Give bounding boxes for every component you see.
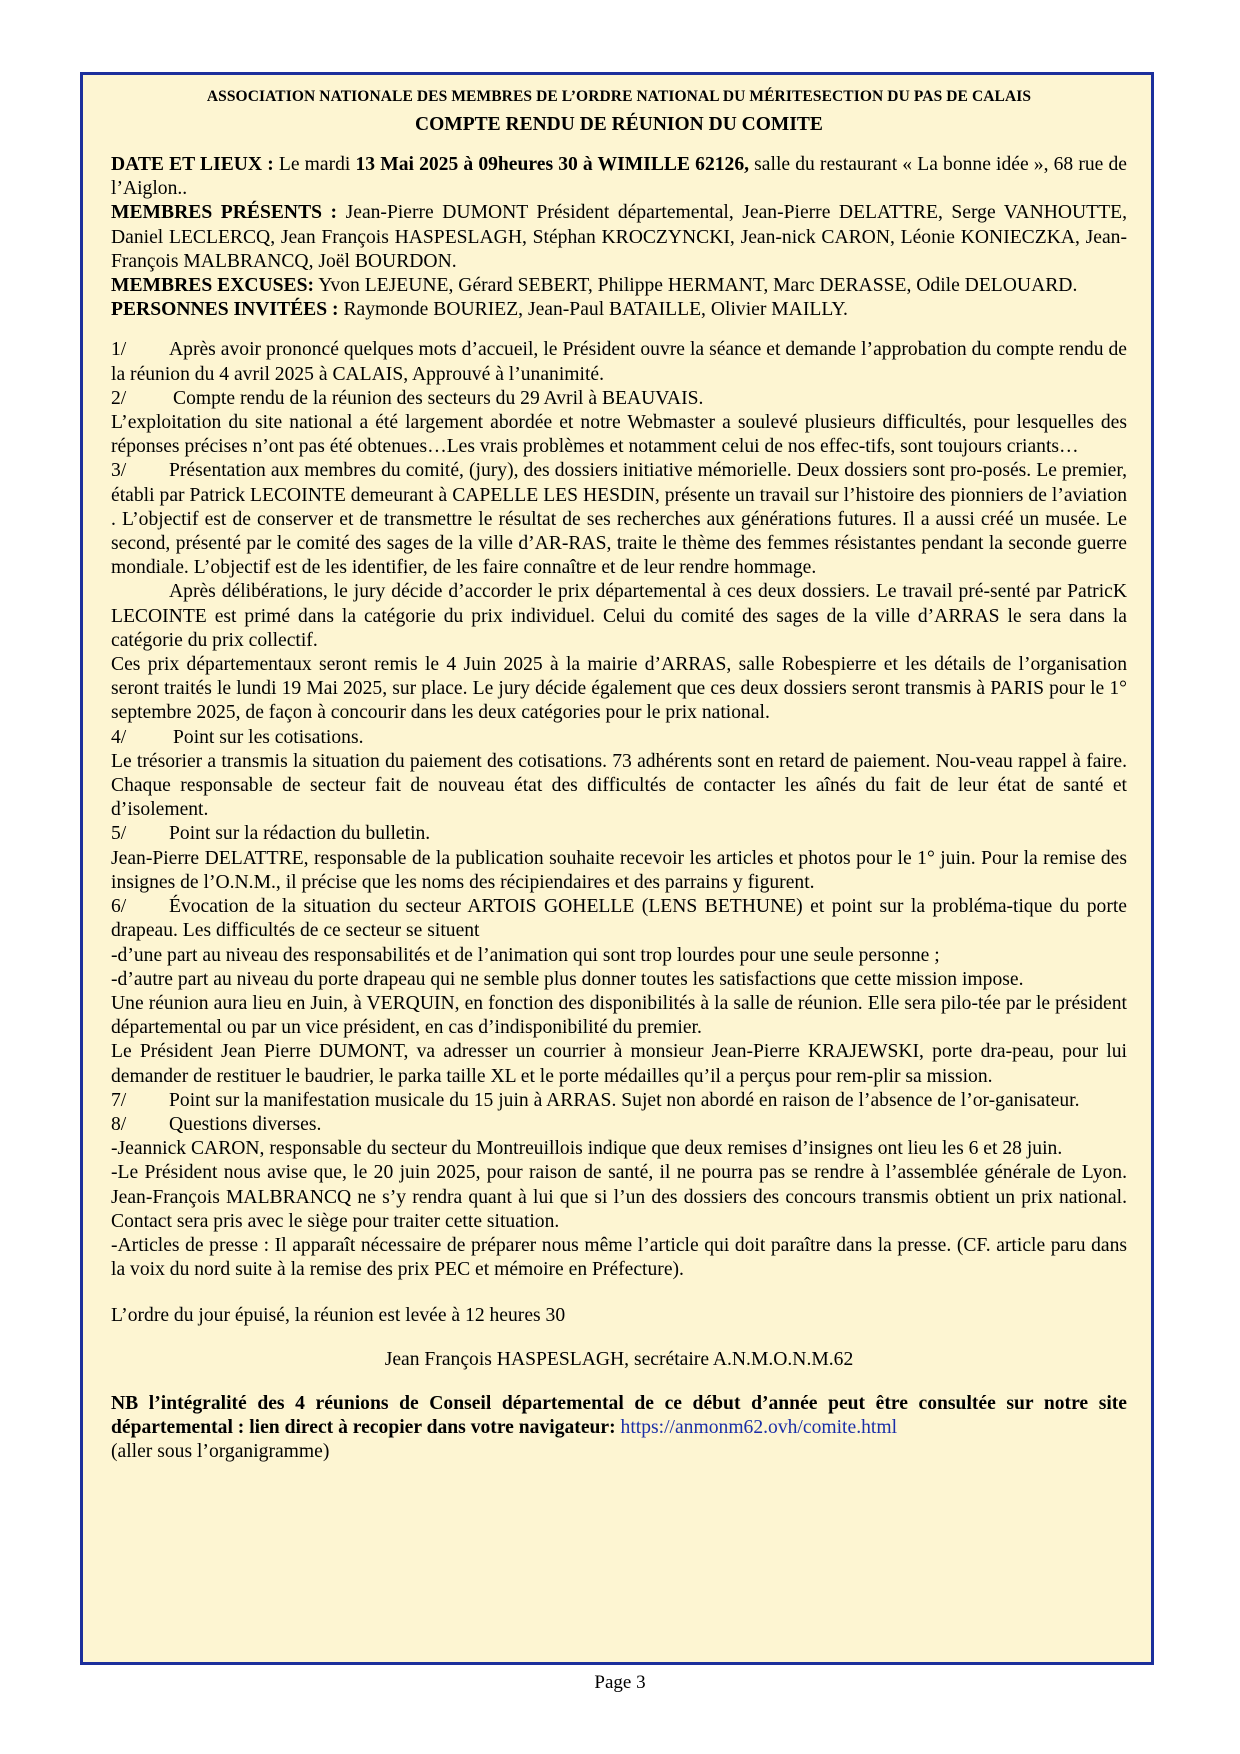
members-present xyxy=(111,201,1127,274)
nb-note xyxy=(111,1392,1127,1465)
nb-text: NB l’intégralité des 4 réunions de Conseil départemental de ce début d’année peut être consultée sur notre site départemental : lien direct à recopier dans votre navigateur: xyxy=(111,1392,1127,1439)
date-bold: 13 Mai 2025 à 09heures 30 à WIMILLE 62126, xyxy=(355,154,750,175)
item-8-paragraph-1: -Jeannick CARON, responsable du secteur du Montreuillois indique que deux remises d’insignes ont lieu les 6 et 28 juin. xyxy=(111,1138,1063,1160)
item-2-paragraph-1: L’exploitation du site national a été largement abordée et notre Webmaster a soulevé plusieurs difficultés, pour lesquelles des réponses précises n’ont pas été obtenues…Les vrais problèmes et notamment celui de nos effec-tifs, sont toujours criants… xyxy=(111,412,1127,458)
item-3-paragraph-2: Ces prix départementaux seront remis le 4 Juin 2025 à la mairie d’ARRAS, salle Robespierre et les détails de l’organisation seront traités le lundi 19 Mai 2025, sur place. Le jury décide également que ces deux dossiers seront transmis à PARIS pour le 1° septembre 2025, de façon à concourir dans les deux catégories pour le prix national. xyxy=(111,654,1127,724)
item-8-text: Questions diverses. xyxy=(169,1113,322,1135)
nb-after: (aller sous l’organigramme) xyxy=(111,1441,330,1463)
item-5-paragraph-1: Jean-Pierre DELATTRE, responsable de la publication souhaite recevoir les articles et photos pour le 1° juin. Pour la remise des insignes de l’O.N.M., il précise que les noms des récipiendaires et des parrains y figurent. xyxy=(111,847,1127,893)
item-1-text: Après avoir prononcé quelques mots d’accueil, le Président ouvre la séance et demande l’approbation du compte rendu de la réunion du 4 avril 2025 à CALAIS, Approuvé à l’unanimité. xyxy=(111,339,1127,385)
item-7-text: Point sur la manifestation musicale du 15 juin à ARRAS. Sujet non abordé en raison de l’absence de l’or-ganisateur. xyxy=(169,1089,1080,1111)
agenda-items xyxy=(111,338,1127,1282)
item-1 xyxy=(111,338,1127,386)
date-post: salle du restaurant « La bonne idée », 68 rue de l’Aiglon.. xyxy=(111,154,1127,200)
secretary-signature: Jean François HASPESLAGH, secrétaire A.N.M.O.N.M.62 xyxy=(384,1349,854,1371)
item-4-paragraph-1: Le trésorier a transmis la situation du paiement des cotisations. 73 adhérents sont en retard de paiement. Nou-veau rappel à faire. Chaque responsable de secteur fait de nouveau état des difficultés de contacter les aînés du fait de leur état de santé et d’isolement. xyxy=(111,750,1127,821)
item-8-paragraph-2: -Le Président nous avise que, le 20 juin 2025, pour raison de santé, il ne pourra pas se rendre à l’assemblée générale de Lyon. Jean-François MALBRANCQ ne s’y rendra quant à lui que si l’un des dossiers des concours transmis obtient un prix national. Contact sera pris avec le siège pour traiter cette situation. xyxy=(111,1162,1127,1232)
item-3-text: Présentation aux membres du comité, (jury), des dossiers initiative mémorielle. Deux dossiers sont pro-posés. Le premier, établi par Patrick LECOINTE demeurant à CAPELLE LES HESDIN, présente un travail sur l’histoire des pionniers de l’aviation . L’objectif est de conserver et de transmettre le résultat de ses recherches aux générations futures. Il a aussi créé un musée. Le second, présenté par le comité des sages de la ville d’AR-RAS, traite le thème des femmes résistantes pendant la seconde guerre mondiale. L’objectif est de les identifier, de les faire connaître et de leur rendre hommage. xyxy=(111,460,1127,579)
item-5-number: 5/ xyxy=(111,823,127,845)
present-label: MEMBRES PRÉSENTS : xyxy=(111,202,338,224)
item-8 xyxy=(111,1113,1127,1137)
item-4-text: Point sur les cotisations. xyxy=(173,726,364,748)
report-content xyxy=(111,87,1127,1465)
date-pre: Le mardi xyxy=(273,154,356,175)
item-2-text: Compte rendu de la réunion des secteurs du 29 Avril à BEAUVAIS. xyxy=(173,387,704,409)
meeting-details xyxy=(111,153,1127,322)
invited-label: PERSONNES INVITÉES : xyxy=(111,299,339,321)
date-location xyxy=(111,153,1127,201)
item-6-paragraph-1: -d’une part au niveau des responsabilités et de l’animation qui sont trop lourdes pour une seule personne ; xyxy=(111,944,940,966)
item-3-number: 3/ xyxy=(111,460,127,482)
item-6-paragraph-4: Le Président Jean Pierre DUMONT, va adresser un courrier à monsieur Jean-Pierre KRAJEWSKI, porte dra-peau, pour lui demander de restituer le baudrier, le parka taille XL et le porte médailles qu’il a perçus pour rem-plir sa mission. xyxy=(111,1041,1127,1087)
excused-text: Yvon LEJEUNE, Gérard SEBERT, Philippe HERMANT, Marc DERASSE, Odile DELOUARD. xyxy=(314,275,1078,297)
item-3-paragraph-1: Après délibérations, le jury décide d’accorder le prix départemental à ces deux dossiers. Le travail pré-senté par PatricK LECOINTE est primé dans la catégorie du prix individuel. Celui du comité des sages de la ville d’ARRAS le sera dans la catégorie du prix collectif. xyxy=(111,581,1127,651)
item-4-number: 4/ xyxy=(111,726,127,748)
item-6 xyxy=(111,895,1127,943)
report-title: COMPTE RENDU DE RÉUNION DU COMITE xyxy=(415,114,823,135)
item-6-text: Évocation de la situation du secteur ARTOIS GOHELLE (LENS BETHUNE) et point sur la probléma-tique du porte drapeau. Les difficultés de ce secteur se situent xyxy=(111,896,1127,942)
item-7 xyxy=(111,1089,1127,1113)
page-number: Page 3 xyxy=(594,1672,646,1693)
item-5-text: Point sur la rédaction du bulletin. xyxy=(169,823,431,845)
present-text: Jean-Pierre DUMONT Président départemental, Jean-Pierre DELATTRE, Serge VANHOUTTE, Daniel LECLERCQ, Jean François HASPESLAGH, Stéphan KROCZYNCKI, Jean-nick CARON, Léonie KONIECZKA, Jean-François MALBRANCQ, Joël BOURDON. xyxy=(111,202,1127,272)
members-excused xyxy=(111,274,1127,298)
item-2-number: 2/ xyxy=(111,387,127,409)
excused-label: MEMBRES EXCUSES: xyxy=(111,275,315,297)
item-8-number: 8/ xyxy=(111,1113,127,1135)
item-1-number: 1/ xyxy=(111,339,127,361)
item-5 xyxy=(111,822,1127,846)
item-7-number: 7/ xyxy=(111,1089,127,1111)
item-3 xyxy=(111,459,1127,580)
date-label: DATE ET LIEUX : xyxy=(111,154,274,175)
item-6-paragraph-3: Une réunion aura lieu en Juin, à VERQUIN, en fonction des disponibilités à la salle de réunion. Elle sera pilo-tée par le président départemental ou par un vice président, en cas d’indisponibilité du premier. xyxy=(111,992,1127,1039)
comite-link[interactable]: https://anmonm62.ovh/comite.html xyxy=(620,1417,898,1439)
report-frame xyxy=(80,72,1154,1665)
association-header: ASSOCIATION NATIONALE DES MEMBRES DE L’ORDRE NATIONAL DU MÉRITESECTION DU PAS DE CALAIS xyxy=(206,88,1032,105)
item-8-paragraph-3: -Articles de presse : Il apparaît nécessaire de préparer nous même l’article qui doit paraître dans la presse. (CF. article paru dans la voix du nord suite à la remise des prix PEC et mémoire en Préfecture). xyxy=(111,1234,1127,1281)
invited-text: Raymonde BOURIEZ, Jean-Paul BATAILLE, Olivier MAILLY. xyxy=(338,299,848,321)
item-4 xyxy=(111,726,1127,750)
item-6-paragraph-2: -d’autre part au niveau du porte drapeau qui ne semble plus donner toutes les satisfactions que cette mission impose. xyxy=(111,968,1024,990)
closing-statement: L’ordre du jour épuisé, la réunion est levée à 12 heures 30 xyxy=(111,1305,566,1327)
item-2 xyxy=(111,387,1127,411)
invited-persons xyxy=(111,298,1127,322)
item-6-number: 6/ xyxy=(111,896,127,918)
